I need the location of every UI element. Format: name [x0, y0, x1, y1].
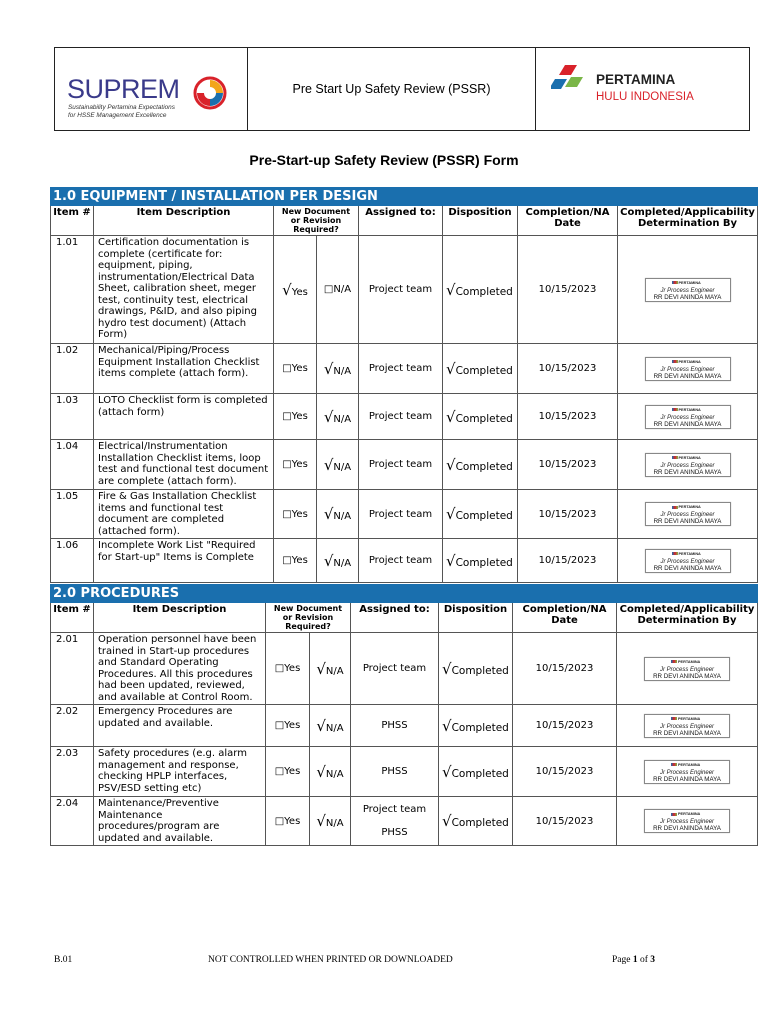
item-number: 2.04 — [51, 797, 94, 846]
na-option[interactable]: √N/A — [310, 705, 351, 747]
disposition-cell: √Completed — [443, 440, 518, 490]
pertamina-mark-icon — [551, 65, 591, 97]
signature-stamp — [644, 809, 730, 833]
check-icon: √ — [446, 280, 456, 299]
signature-cell — [618, 394, 758, 440]
col-assigned: Assigned to: — [359, 206, 443, 236]
check-icon: √ — [442, 762, 452, 781]
assigned-cell — [359, 236, 443, 344]
stamp-logo-text: PERTAMINA — [678, 407, 701, 412]
signature-cell — [617, 633, 758, 705]
document-header — [54, 47, 750, 131]
na-option[interactable]: □N/A — [317, 236, 359, 344]
na-option[interactable]: √N/A — [317, 490, 359, 539]
signature-stamp — [645, 357, 731, 381]
form-title: Pre-Start-up Safety Review (PSSR) Form — [249, 152, 519, 168]
item-number: 1.01 — [51, 236, 94, 344]
check-icon: √ — [446, 407, 456, 426]
stamp-name: RR DEVI ANINDA MAYA — [653, 293, 722, 301]
stamp-logo-text: PERTAMINA — [678, 762, 701, 767]
na-option[interactable]: √N/A — [310, 747, 351, 797]
supreme-logo — [55, 48, 248, 130]
assigned-value: Project team — [368, 411, 433, 422]
table-row — [51, 539, 758, 583]
check-icon: √ — [323, 359, 334, 378]
stamp-logo-text: PERTAMINA — [678, 455, 701, 460]
supreme-tagline: Sustainability Pertamina Expectations for HSSE Management Excellence — [68, 104, 175, 119]
checkbox-icon: □ — [282, 508, 292, 520]
yes-option[interactable]: □Yes — [266, 747, 310, 797]
col-disposition: Disposition — [439, 603, 513, 633]
assigned-value: Project team — [368, 363, 433, 374]
checkbox-icon: □ — [274, 766, 285, 777]
section-1-heading: 1.0 EQUIPMENT / INSTALLATION PER DESIGN — [51, 188, 758, 206]
yes-option[interactable]: □Yes — [274, 539, 317, 583]
item-number: 1.03 — [51, 394, 94, 440]
check-icon: √ — [446, 359, 456, 378]
assigned-cell — [359, 344, 443, 394]
col-disposition: Disposition — [443, 206, 518, 236]
item-number: 1.02 — [51, 344, 94, 394]
col-completion: Completion/NA Date — [518, 206, 618, 236]
completion-date: 10/15/2023 — [513, 747, 617, 797]
item-description: Incomplete Work List "Required for Start-up" Items is Complete — [94, 539, 274, 583]
brand-subtitle: HULU INDONESIA — [596, 91, 694, 103]
check-icon: √ — [316, 812, 326, 830]
stamp-name: RR DEVI ANINDA MAYA — [653, 729, 721, 737]
stamp-role: Jr Process Engineer — [660, 558, 715, 565]
yes-option[interactable]: □Yes — [266, 797, 310, 846]
section-2-rows — [51, 633, 758, 846]
item-description: Operation personnel have been trained in Start-up procedures and Standard Operating Procedures. All this procedures had been updated, reviewed, and available at Control Room. — [94, 633, 266, 705]
col-description: Item Description — [94, 206, 274, 236]
checkbox-icon: □ — [274, 720, 285, 731]
check-icon: √ — [316, 762, 326, 781]
section-1-table — [50, 187, 758, 583]
pertamina-mini-icon — [671, 813, 677, 816]
signature-cell — [618, 490, 758, 539]
completion-date: 10/15/2023 — [518, 344, 618, 394]
stamp-role: Jr Process Engineer — [660, 414, 715, 421]
signature-cell — [618, 539, 758, 583]
checkbox-icon: □ — [323, 284, 334, 295]
disposition-cell: √Completed — [439, 633, 513, 705]
signature-cell — [617, 797, 758, 846]
check-icon: √ — [316, 716, 326, 735]
table-row — [51, 440, 758, 490]
section-1-column-headers — [51, 206, 758, 236]
pertamina-logo — [535, 48, 749, 130]
col-description: Item Description — [94, 603, 266, 633]
check-icon: √ — [446, 551, 456, 570]
checkbox-icon: □ — [274, 663, 285, 674]
footer-code: B.01 — [54, 955, 73, 965]
document-title: Pre Start Up Safety Review (PSSR) — [292, 82, 491, 96]
signature-cell — [618, 236, 758, 344]
pertamina-mini-icon — [672, 408, 678, 411]
checkbox-icon: □ — [282, 411, 292, 422]
yes-option[interactable]: □Yes — [274, 440, 317, 490]
yes-option[interactable]: □Yes — [266, 705, 310, 747]
footer-notice: NOT CONTROLLED WHEN PRINTED OR DOWNLOADED — [208, 955, 453, 965]
stamp-name: RR DEVI ANINDA MAYA — [653, 775, 721, 783]
assigned-value: Project team — [362, 804, 427, 815]
assigned-cell — [359, 440, 443, 490]
assigned-value: PHSS — [381, 827, 408, 838]
col-assigned: Assigned to: — [351, 603, 439, 633]
check-icon: √ — [323, 455, 334, 474]
table-row — [51, 747, 758, 797]
item-description: Maintenance/Preventive Maintenance procedures/program are updated and available. — [94, 797, 266, 846]
signature-stamp — [645, 405, 731, 429]
col-item: Item # — [51, 603, 94, 633]
pertamina-mini-icon — [671, 660, 677, 663]
stamp-logo-text: PERTAMINA — [678, 812, 701, 816]
stamp-role: Jr Process Engineer — [660, 462, 715, 469]
signature-stamp — [644, 657, 730, 681]
yes-option[interactable]: □Yes — [274, 394, 317, 440]
stamp-role: Jr Process Engineer — [660, 769, 715, 776]
stamp-role: Jr Process Engineer — [660, 666, 715, 673]
item-description: Mechanical/Piping/Process Equipment Installation Checklist items complete (attach form). — [94, 344, 274, 394]
stamp-role: Jr Process Engineer — [660, 723, 715, 730]
col-completed-by: Completed/Applicability Determination By — [617, 603, 758, 633]
col-completed-by: Completed/Applicability Determination By — [618, 206, 758, 236]
supreme-wordmark: SUPREM — [67, 74, 180, 104]
disposition-cell: √Completed — [439, 705, 513, 747]
assigned-cell — [351, 797, 439, 846]
check-icon: √ — [442, 716, 452, 735]
check-icon: √ — [316, 659, 326, 678]
item-number: 2.01 — [51, 633, 94, 705]
disposition-cell: √Completed — [443, 394, 518, 440]
item-number: 2.02 — [51, 705, 94, 747]
item-description: Certification documentation is complete (certificate for: equipment, piping, instrumentation/Electrical Data Sheet, calibration sheet, meger test, continuity test, electrical drawings, P&ID, and also piping hydro test document) (Attach Form) — [94, 236, 274, 344]
pertamina-mini-icon — [671, 763, 677, 766]
yes-option[interactable]: □Yes — [266, 633, 310, 705]
table-row — [51, 394, 758, 440]
table-row — [51, 797, 758, 846]
signature-stamp — [645, 549, 731, 573]
footer-page-number: Page 1 of 3 — [612, 955, 656, 965]
disposition-cell: √Completed — [443, 236, 518, 344]
stamp-name: RR DEVI ANINDA MAYA — [653, 825, 721, 832]
assigned-value: Project team — [368, 508, 433, 520]
na-option[interactable]: √N/A — [310, 633, 351, 705]
section-2-table — [50, 584, 758, 846]
col-item: Item # — [51, 206, 94, 236]
stamp-logo-text: PERTAMINA — [678, 505, 701, 509]
completion-date: 10/15/2023 — [518, 440, 618, 490]
assigned-cell — [359, 490, 443, 539]
stamp-role: Jr Process Engineer — [660, 819, 715, 825]
signature-cell — [617, 747, 758, 797]
disposition-cell: √Completed — [443, 344, 518, 394]
checkbox-icon: □ — [282, 363, 292, 374]
checkbox-icon: □ — [274, 815, 285, 827]
assigned-value: Project team — [368, 555, 433, 566]
signature-cell — [618, 344, 758, 394]
item-description: Fire & Gas Installation Checklist items and functional test document are completed (attached form). — [94, 490, 274, 539]
item-number: 1.05 — [51, 490, 94, 539]
table-row — [51, 705, 758, 747]
na-option[interactable]: √N/A — [317, 440, 359, 490]
stamp-role: Jr Process Engineer — [660, 366, 715, 373]
signature-stamp — [645, 278, 731, 302]
disposition-cell: √Completed — [443, 539, 518, 583]
completion-date: 10/15/2023 — [513, 705, 617, 747]
stamp-logo-text: PERTAMINA — [678, 359, 701, 364]
checkbox-icon: □ — [282, 459, 292, 470]
signature-stamp — [644, 760, 730, 784]
check-icon: √ — [446, 505, 456, 523]
item-number: 2.03 — [51, 747, 94, 797]
section-2-heading: 2.0 PROCEDURES — [51, 585, 758, 603]
disposition-cell: √Completed — [439, 797, 513, 846]
signature-cell — [618, 440, 758, 490]
completion-date: 10/15/2023 — [518, 490, 618, 539]
disposition-cell: √Completed — [443, 490, 518, 539]
pertamina-mini-icon — [671, 717, 677, 720]
table-row — [51, 344, 758, 394]
check-icon: √ — [282, 280, 292, 299]
assigned-cell — [359, 394, 443, 440]
disposition-cell: √Completed — [439, 747, 513, 797]
item-number: 1.04 — [51, 440, 94, 490]
completion-date: 10/15/2023 — [518, 236, 618, 344]
pertamina-mini-icon — [672, 552, 678, 555]
col-new-doc: New Document or Revision Required? — [274, 206, 359, 236]
table-row — [51, 490, 758, 539]
signature-stamp — [644, 714, 730, 738]
stamp-role: Jr Process Engineer — [660, 512, 715, 518]
stamp-logo-text: PERTAMINA — [678, 716, 701, 721]
yes-option[interactable]: □Yes — [274, 490, 317, 539]
check-icon: √ — [323, 407, 334, 426]
assigned-cell — [359, 539, 443, 583]
assigned-cell — [351, 747, 439, 797]
check-icon: √ — [442, 659, 452, 678]
assigned-value: Project team — [362, 663, 427, 674]
item-description: Emergency Procedures are updated and available. — [94, 705, 266, 747]
item-number: 1.06 — [51, 539, 94, 583]
section-1-rows — [51, 236, 758, 583]
table-row — [51, 633, 758, 705]
na-option[interactable]: √N/A — [317, 394, 359, 440]
completion-date: 10/15/2023 — [518, 539, 618, 583]
na-option[interactable]: √N/A — [317, 344, 359, 394]
assigned-value: PHSS — [381, 720, 408, 731]
col-completion: Completion/NA Date — [513, 603, 617, 633]
stamp-name: RR DEVI ANINDA MAYA — [653, 468, 722, 476]
pertamina-mini-icon — [672, 456, 678, 459]
signature-cell — [617, 705, 758, 747]
yes-option[interactable]: √Yes — [274, 236, 317, 344]
section-2-column-headers — [51, 603, 758, 633]
check-icon: √ — [323, 505, 334, 523]
item-description: Electrical/Instrumentation Installation Checklist items, loop test and functional test document are complete (attach form). — [94, 440, 274, 490]
item-description: Safety procedures (e.g. alarm management and response, checking HPLP interfaces, PSV/ESD setting etc) — [94, 747, 266, 797]
assigned-cell — [351, 705, 439, 747]
signature-stamp — [645, 453, 731, 477]
na-option[interactable]: √N/A — [317, 539, 359, 583]
check-icon: √ — [323, 551, 334, 570]
stamp-name: RR DEVI ANINDA MAYA — [653, 372, 722, 380]
brand-name: PERTAMINA — [596, 72, 676, 87]
completion-date: 10/15/2023 — [513, 633, 617, 705]
yes-option[interactable]: □Yes — [274, 344, 317, 394]
col-new-doc: New Document or Revision Required? — [266, 603, 351, 633]
pertamina-mini-icon — [672, 281, 678, 284]
stamp-logo-text: PERTAMINA — [678, 659, 701, 664]
stamp-name: RR DEVI ANINDA MAYA — [653, 672, 721, 680]
completion-date: 10/15/2023 — [518, 394, 618, 440]
stamp-logo-text: PERTAMINA — [678, 551, 701, 556]
na-option[interactable]: √N/A — [310, 797, 351, 846]
check-icon: √ — [442, 812, 452, 830]
assigned-cell — [351, 633, 439, 705]
pertamina-mini-icon — [672, 360, 678, 363]
stamp-name: RR DEVI ANINDA MAYA — [653, 564, 722, 572]
check-icon: √ — [446, 455, 456, 474]
stamp-name: RR DEVI ANINDA MAYA — [653, 420, 722, 428]
pertamina-mini-icon — [672, 506, 678, 509]
stamp-name: RR DEVI ANINDA MAYA — [653, 518, 722, 525]
table-row — [51, 236, 758, 344]
item-description: LOTO Checklist form is completed (attach form) — [94, 394, 274, 440]
assigned-value: Project team — [368, 284, 433, 295]
completion-date: 10/15/2023 — [513, 797, 617, 846]
stamp-logo-text: PERTAMINA — [678, 280, 701, 285]
checkbox-icon: □ — [282, 555, 292, 566]
assigned-value: PHSS — [381, 766, 408, 777]
assigned-value: Project team — [368, 459, 433, 470]
signature-stamp — [645, 502, 731, 526]
stamp-role: Jr Process Engineer — [660, 287, 715, 294]
